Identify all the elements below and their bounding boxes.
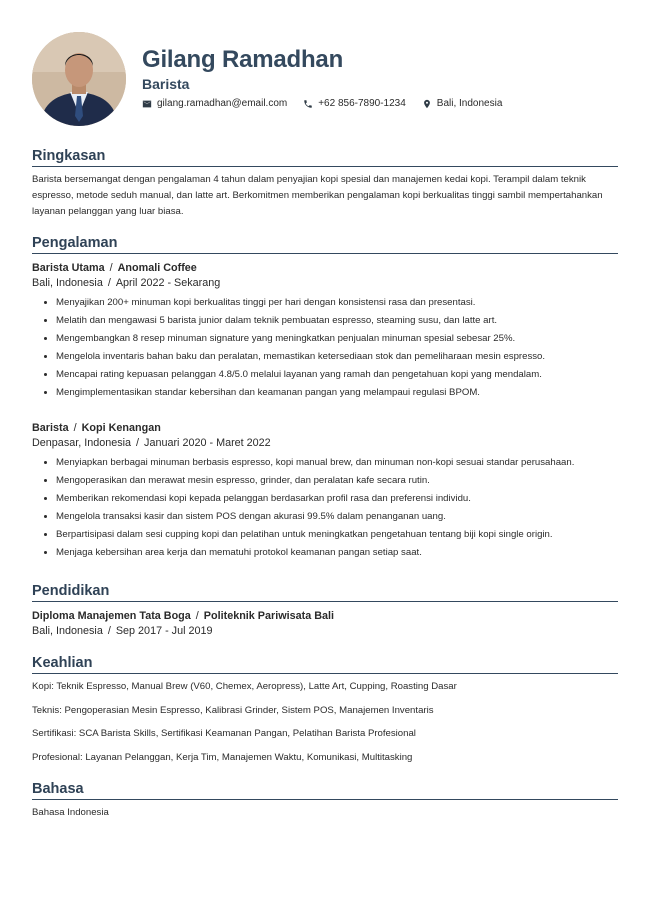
section-title-skills: Keahlian [32, 654, 618, 674]
education-section [32, 582, 618, 639]
job-period: April 2022 - Sekarang [115, 277, 221, 289]
job-heading: Barista Utama / Anomali Coffee [32, 262, 197, 274]
job-bullets [32, 294, 618, 402]
bullet-item: • Mengoperasikan dan merawat mesin espresso, grinder, dan peralatan kafe secara rutin. [56, 472, 618, 490]
job-location: Bali, Indonesia [32, 277, 103, 289]
section-title-education: Pendidikan [32, 582, 618, 602]
languages-list [32, 801, 618, 825]
bullet-item: • Mengimplementasikan standar kebersihan dan keamanan pangan yang melampaui regulasi BPOM. [56, 384, 618, 402]
education-meta: Bali, Indonesia / Sep 2017 - Jul 2019 [32, 625, 213, 637]
contact-location [422, 98, 503, 109]
contact-info [142, 98, 518, 109]
phone-icon [303, 99, 313, 109]
job-heading: Barista / Kopi Kenangan [32, 422, 161, 434]
job-position: Barista Utama [32, 262, 105, 274]
job-entry [32, 261, 618, 402]
avatar-photo [32, 32, 126, 126]
contact-phone [303, 98, 406, 109]
bullet-item: • Memberikan rekomendasi kopi kepada pelanggan berdasarkan profil rasa dan preferensi individu. [56, 490, 618, 508]
skill-line: Sertifikasi: SCA Barista Skills, Sertifikasi Keamanan Pangan, Pelatihan Barista Profesional [32, 728, 416, 739]
education-heading: Diploma Manajemen Tata Boga / Politeknik Pariwisata Bali [32, 610, 335, 622]
job-company: Anomali Coffee [117, 262, 197, 274]
job-meta: Bali, Indonesia / April 2022 - Sekarang [32, 277, 221, 289]
education-period: Sep 2017 - Jul 2019 [115, 625, 213, 637]
skills-section [32, 654, 618, 769]
degree: Diploma Manajemen Tata Boga [32, 610, 191, 622]
map-pin-icon [422, 99, 432, 109]
skill-line: Profesional: Layanan Pelanggan, Kerja Tim, Manajemen Waktu, Komunikasi, Multitasking [32, 751, 413, 763]
bullet-item: • Menyiapkan berbagai minuman berbasis espresso, kopi manual brew, dan minuman non-kopi sesuai standar perusahaan. [56, 454, 618, 472]
bullet-item: • Melatih dan mengawasi 5 barista junior dalam teknik pembuatan espresso, steaming susu, dan latte art. [56, 312, 618, 330]
job-position: Barista [32, 422, 69, 434]
contact-email [142, 98, 287, 109]
bullet-item: • Menyajikan 200+ minuman kopi berkualitas tinggi per hari dengan konsistensi rasa dan presentasi. [56, 294, 618, 312]
bullet-item: • Mengembangkan 8 resep minuman signature yang meningkatkan penjualan minuman spesial sebesar 25%. [56, 330, 618, 348]
education-location: Bali, Indonesia [32, 625, 103, 637]
section-title-summary: Ringkasan [32, 147, 618, 167]
avatar [32, 32, 126, 126]
job-bullets [32, 454, 618, 562]
job-meta: Denpasar, Indonesia / Januari 2020 - Maret 2022 [32, 437, 271, 449]
candidate-role: Barista [142, 76, 190, 92]
job-entry [32, 421, 618, 562]
bullet-item: • Mencapai rating kepuasan pelanggan 4.8/5.0 melalui layanan yang ramah dan pengetahuan kopi yang mendalam. [56, 366, 618, 384]
section-title-experience: Pengalaman [32, 234, 618, 254]
job-company: Kopi Kenangan [81, 422, 161, 434]
resume-header [32, 32, 622, 127]
envelope-icon [142, 99, 152, 109]
email-text: gilang.ramadhan@email.com [157, 98, 288, 109]
bullet-item: • Berpartisipasi dalam sesi cupping kopi dan pelatihan untuk meningkatkan pengetahuan tentang biji kopi single origin. [56, 526, 618, 544]
job-period: Januari 2020 - Maret 2022 [144, 437, 271, 449]
candidate-name: Gilang Ramadhan [142, 46, 344, 73]
education-entry [32, 609, 618, 639]
bullet-item: • Mengelola inventaris bahan baku dan peralatan, memastikan ketersediaan stok dan pemeliharaan mesin espresso. [56, 348, 618, 366]
summary-section [32, 147, 618, 220]
section-title-languages: Bahasa [32, 780, 618, 800]
job-location: Denpasar, Indonesia [32, 437, 132, 449]
bullet-item: • Menjaga kebersihan area kerja dan mematuhi protokol keamanan pangan setiap saat. [56, 544, 618, 562]
experience-section [32, 234, 618, 562]
summary-text: Barista bersemangat dengan pengalaman 4 tahun dalam penyajian kopi spesial dan manajemen kedai kopi. Terampil dalam teknik espresso, metode seduh manual, dan latte art. Berkomitmen memberikan pengalaman kopi berkualitas tinggi sambil mempertahankan layanan pelanggan yang luar biasa. [32, 174, 603, 217]
skills-list [32, 675, 618, 769]
bullet-item: • Mengelola transaksi kasir dan sistem POS dengan akurasi 99.5% dalam penanganan uang. [56, 508, 618, 526]
skill-line: Kopi: Teknik Espresso, Manual Brew (V60, Chemex, Aeropress), Latte Art, Cupping, Roasting Dasar [32, 681, 457, 692]
phone-text: +62 856-7890-1234 [318, 98, 406, 109]
skill-line: Teknis: Pengoperasian Mesin Espresso, Kalibrasi Grinder, Sistem POS, Manajemen Inventaris [32, 704, 434, 716]
location-text: Bali, Indonesia [436, 98, 503, 109]
languages-section [32, 780, 618, 825]
school: Politeknik Pariwisata Bali [203, 610, 335, 622]
language-item: Bahasa Indonesia [32, 807, 109, 818]
